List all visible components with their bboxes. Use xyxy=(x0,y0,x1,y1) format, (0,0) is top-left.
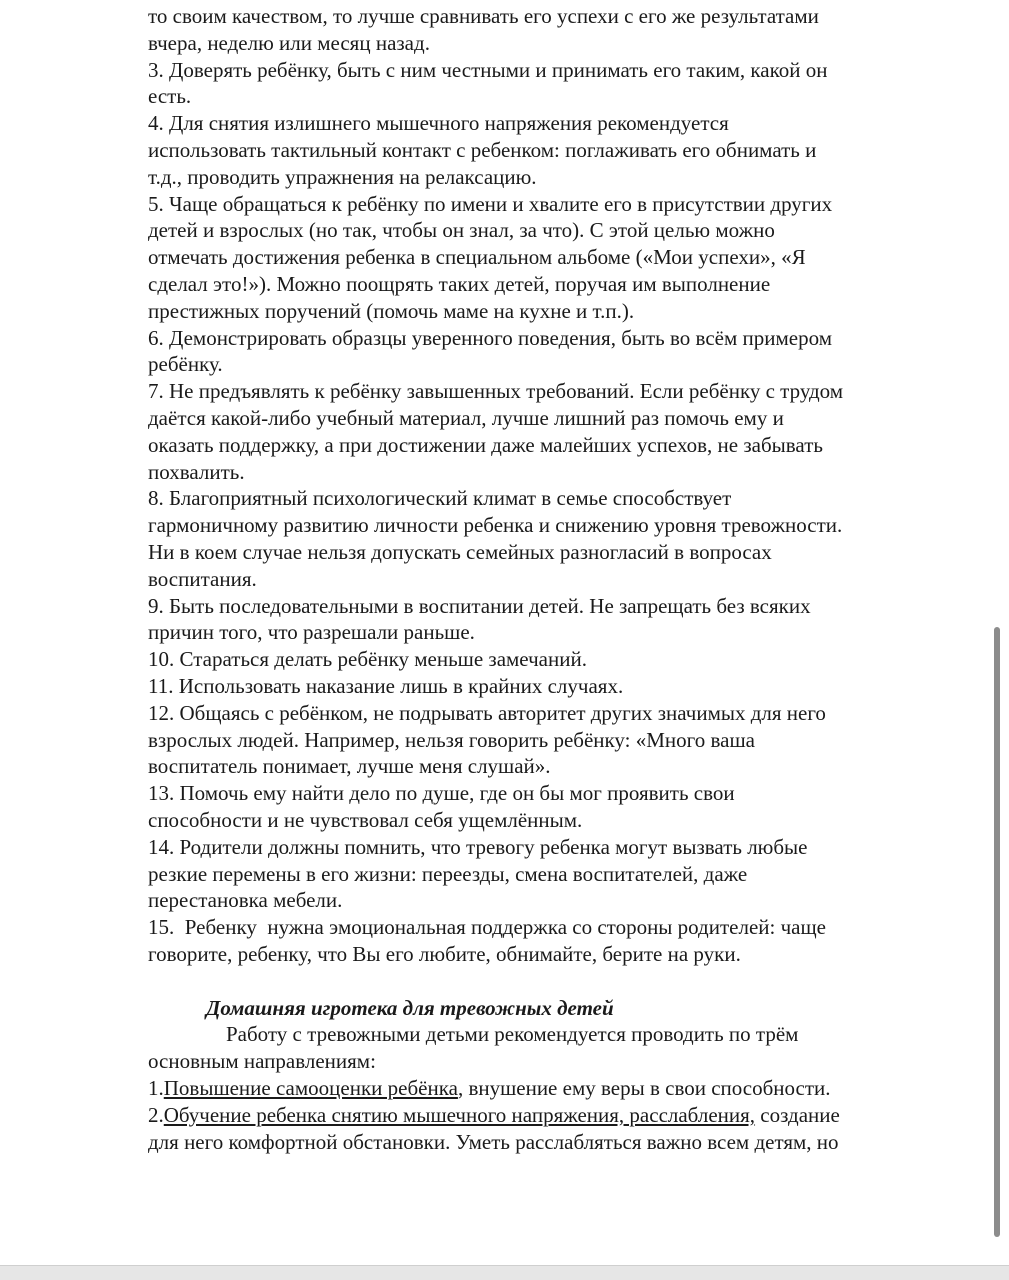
list-item-line: говорите, ребенку, что Вы его любите, обнимайте, берите на руки. xyxy=(148,941,741,966)
list-item-line: 9. Быть последовательными в воспитании детей. Не запрещать без всяких xyxy=(148,593,811,618)
list-item xyxy=(148,834,938,914)
list-item-line: 6. Демонстрировать образцы уверенного поведения, быть во всём примером xyxy=(148,325,832,350)
blank-line xyxy=(148,968,938,995)
bottom-toolbar-edge xyxy=(0,1265,1009,1280)
list-item-line: взрослых людей. Например, нельзя говорить ребёнку: «Много ваша xyxy=(148,727,755,752)
continued-paragraph xyxy=(148,3,938,57)
direction-1-number: 1. xyxy=(148,1076,164,1101)
list-item-line: использовать тактильный контакт с ребенком: поглаживать его обнимать и xyxy=(148,137,817,162)
list-item xyxy=(148,673,938,700)
list-item xyxy=(148,780,938,834)
list-item xyxy=(148,110,938,190)
list-item-line: детей и взрослых (но так, чтобы он знал, за что). С этой целью можно xyxy=(148,218,775,243)
intro-line-2: основным направлениям: xyxy=(148,1049,376,1074)
direction-1-underlined: Повышение самооценки ребёнка xyxy=(163,1076,458,1101)
list-item-line: оказать поддержку, а при достижении даже малейших успехов, не забывать xyxy=(148,432,823,457)
list-item xyxy=(148,700,938,780)
text-line: то своим качеством, то лучше сравнивать его успехи с его же результатами xyxy=(148,4,819,28)
list-item-line: отмечать достижения ребенка в специальном альбоме («Мои успехи», «Я xyxy=(148,245,806,270)
direction-2-number: 2. xyxy=(148,1102,164,1127)
list-item-line: сделал это!»). Можно поощрять таких детей, поручая им выполнение xyxy=(148,271,771,296)
list-item-line: ребёнку. xyxy=(148,352,223,377)
document-page xyxy=(148,3,938,1155)
list-item xyxy=(148,325,938,379)
direction-1 xyxy=(148,1075,938,1102)
list-item xyxy=(148,191,938,325)
direction-2-underlined: Обучение ребенка снятию мышечного напряжения, расслабления, xyxy=(163,1102,756,1127)
list-item-line: 4. Для снятия излишнего мышечного напряжения рекомендуется xyxy=(148,111,729,136)
list-item xyxy=(148,646,938,673)
list-item xyxy=(148,378,938,485)
list-item-line: 5. Чаще обращаться к ребёнку по имени и хвалите его в присутствии других xyxy=(148,191,833,216)
list-item-line: т.д., проводить упражнения на релаксацию. xyxy=(148,164,537,189)
list-item-line: Ни в коем случае нельзя допускать семейных разногласий в вопросах xyxy=(148,539,772,564)
direction-2 xyxy=(148,1102,938,1129)
list-item-line: даётся какой-либо учебный материал, лучше лишний раз помочь ему и xyxy=(148,405,784,430)
list-item xyxy=(148,485,938,592)
list-item-line: похвалить. xyxy=(148,459,245,484)
list-item-line: 12. Общаясь с ребёнком, не подрывать авторитет других значимых для него xyxy=(148,700,826,725)
direction-2-rest: создание xyxy=(755,1102,840,1127)
list-item xyxy=(148,57,938,111)
list-item-line: 7. Не предъявлять к ребёнку завышенных требований. Если ребёнку с трудом xyxy=(148,379,844,404)
list-item-line: 13. Помочь ему найти дело по душе, где он бы мог проявить свои xyxy=(148,781,735,806)
list-item-line: 15. Ребенку нужна эмоциональная поддержка со стороны родителей: чаще xyxy=(148,915,826,940)
list-item-line: 3. Доверять ребёнку, быть с ним честными и принимать его таким, какой он xyxy=(148,57,828,82)
list-item-line: 14. Родители должны помнить, что тревогу ребенка могут вызвать любые xyxy=(148,834,808,859)
list-item-line: резкие перемены в его жизни: переезды, смена воспитателей, даже xyxy=(148,861,748,886)
list-item-line: гармоничному развитию личности ребенка и снижению уровня тревожности. xyxy=(148,513,843,538)
list-item-line: есть. xyxy=(148,84,192,109)
list-item-line: престижных поручений (помочь маме на кухне и т.п.). xyxy=(148,298,635,323)
list-item-line: причин того, что разрешали раньше. xyxy=(148,620,475,645)
section-heading: Домашняя игротека для тревожных детей xyxy=(206,995,614,1020)
scrollbar-thumb[interactable] xyxy=(994,627,1000,1237)
list-item-line: способности и не чувствовал себя ущемлённым. xyxy=(148,807,583,832)
intro-line-1: Работу с тревожными детьми рекомендуется проводить по трём xyxy=(226,1022,799,1047)
list-item xyxy=(148,914,938,968)
list-item-line: воспитания. xyxy=(148,566,257,591)
list-item-line: 8. Благоприятный психологический климат в семье способствует xyxy=(148,486,732,511)
recommendations-list xyxy=(148,57,938,968)
list-item-line: 10. Стараться делать ребёнку меньше замечаний. xyxy=(148,647,587,672)
list-item-line: 11. Использовать наказание лишь в крайних случаях. xyxy=(148,673,624,698)
direction-1-rest: , внушение ему веры в свои способности. xyxy=(457,1076,831,1101)
list-item-line: воспитатель понимает, лучше меня слушай». xyxy=(148,754,551,779)
text-line: вчера, неделю или месяц назад. xyxy=(148,30,430,55)
list-item-line: перестановка мебели. xyxy=(148,888,343,913)
list-item xyxy=(148,593,938,647)
direction-2-line-2: для него комфортной обстановки. Уметь расслабляться важно всем детям, но xyxy=(148,1129,839,1154)
